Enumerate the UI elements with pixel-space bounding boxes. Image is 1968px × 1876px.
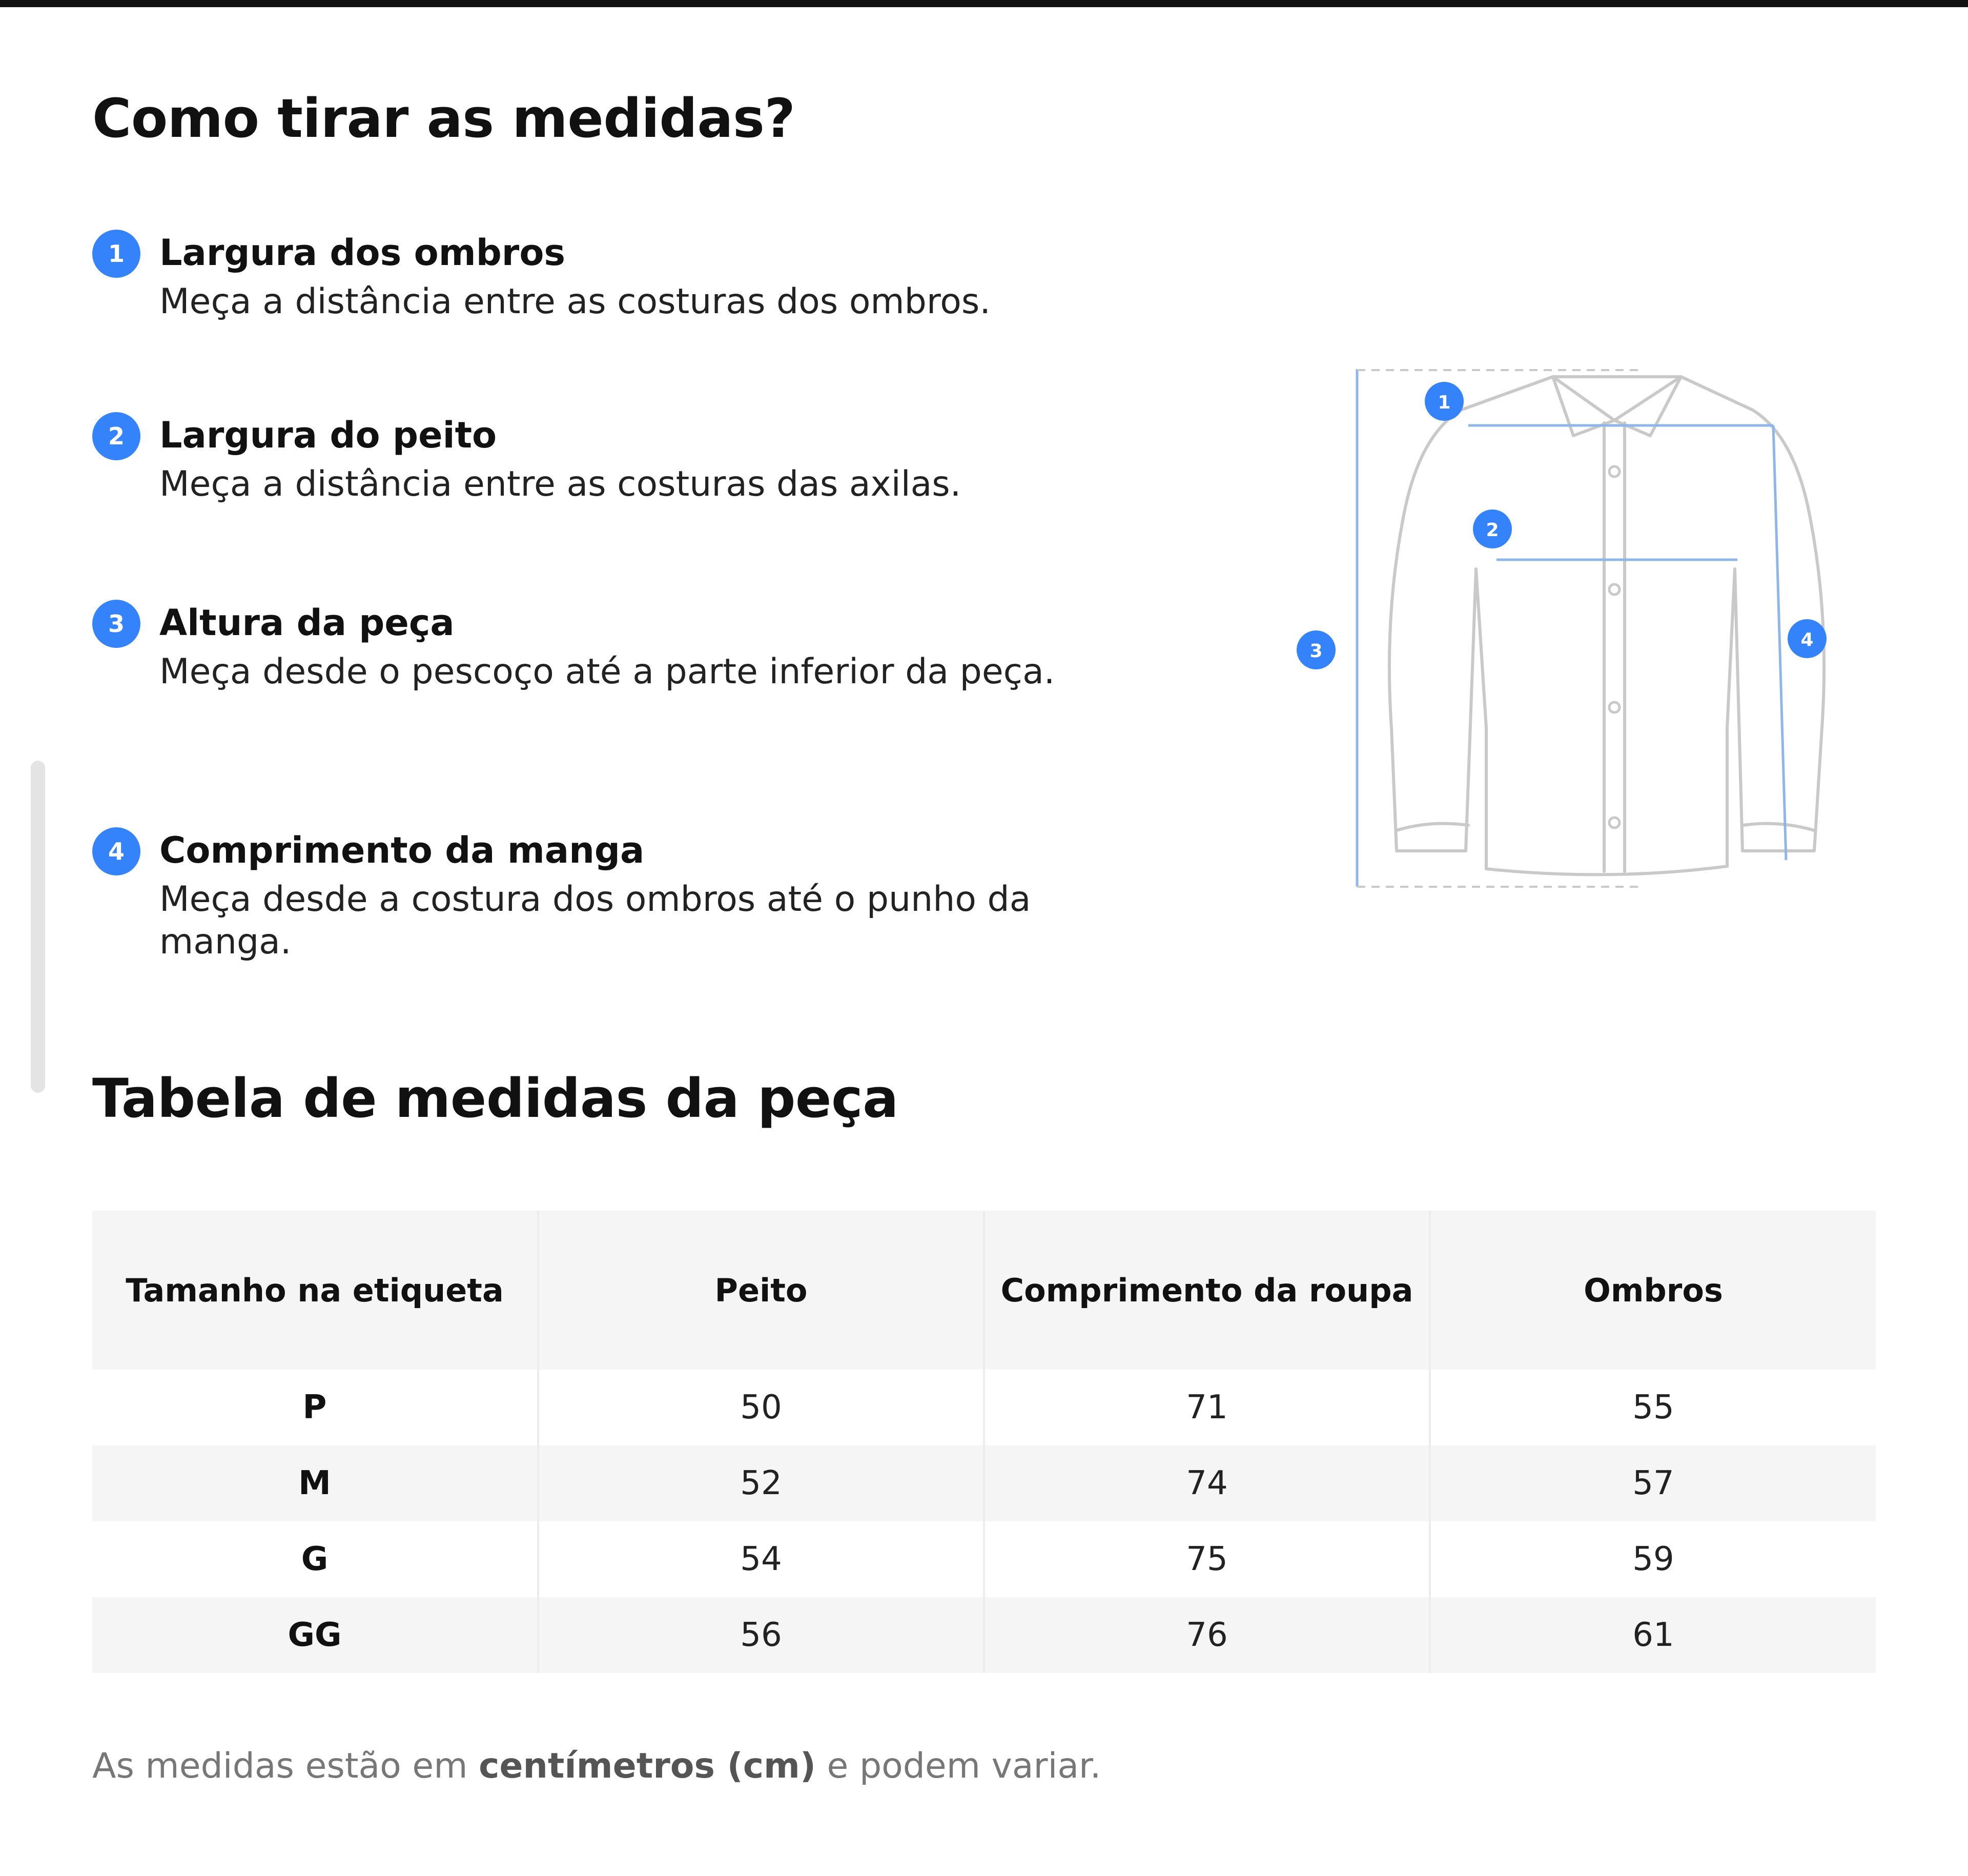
chest-cell: 54 [538, 1521, 984, 1597]
step-title: Largura do peito [159, 414, 497, 456]
length-cell: 75 [984, 1521, 1430, 1597]
marker-label: 4 [1800, 629, 1814, 650]
chest-cell: 52 [538, 1445, 984, 1521]
marker-label: 1 [1438, 392, 1451, 413]
table-row [92, 1370, 1876, 1445]
top-border [0, 0, 1968, 7]
step-number-badge: 4 [92, 827, 140, 875]
column-header-size-label: Tamanho na etiqueta [92, 1211, 538, 1370]
length-cell: 76 [984, 1597, 1430, 1673]
step-description: Meça a distância entre as costuras das axilas. [159, 464, 961, 504]
size-cell: P [92, 1370, 538, 1445]
step-number-badge: 1 [92, 230, 140, 278]
marker-1 [1425, 382, 1464, 421]
how-to-measure-title: Como tirar as medidas? [92, 87, 795, 150]
step-description: Meça a distância entre as costuras dos ombros. [159, 281, 991, 322]
footnote-suffix: e podem variar. [815, 1746, 1101, 1786]
size-table-title: Tabela de medidas da peça [92, 1067, 898, 1130]
step-title: Comprimento da manga [159, 829, 645, 871]
step-number-badge: 2 [92, 412, 140, 460]
units-footnote [92, 1746, 1101, 1786]
table-row [92, 1521, 1876, 1597]
footnote-units: centímetros (cm) [479, 1746, 816, 1786]
shirt-measurement-diagram-icon [1281, 359, 1871, 902]
step-description: Meça desde o pescoço até a parte inferior da peça. [159, 651, 1055, 692]
shoulders-cell: 59 [1632, 1540, 1674, 1578]
scrollbar-thumb[interactable] [31, 761, 45, 1093]
column-header-shoulders: Ombros [1584, 1271, 1723, 1309]
table-header-row [92, 1211, 1876, 1370]
footnote-prefix: As medidas estão em [92, 1746, 479, 1786]
step-description: Meça desde a costura dos ombros até o punho da manga. [159, 879, 1031, 962]
chest-cell: 50 [538, 1370, 984, 1445]
table-row [92, 1597, 1876, 1673]
shoulders-cell: 55 [1632, 1389, 1674, 1426]
shoulders-cell: 57 [1632, 1464, 1674, 1502]
length-cell: 71 [984, 1370, 1430, 1445]
size-cell: G [92, 1521, 538, 1597]
length-cell: 74 [984, 1445, 1430, 1521]
size-table [92, 1211, 1876, 1673]
table-row [92, 1445, 1876, 1521]
size-cell: GG [92, 1597, 538, 1673]
step-number-badge: 3 [92, 600, 140, 648]
step-title: Largura dos ombros [159, 232, 566, 274]
marker-4 [1788, 619, 1827, 658]
marker-3 [1297, 630, 1336, 669]
shoulders-cell: 61 [1632, 1616, 1674, 1654]
column-header-chest: Peito [538, 1211, 984, 1370]
step-title: Altura da peça [159, 602, 455, 644]
marker-2 [1473, 509, 1512, 548]
chest-cell: 56 [538, 1597, 984, 1673]
column-header-length: Comprimento da roupa [984, 1211, 1430, 1370]
marker-label: 3 [1309, 641, 1323, 662]
size-cell: M [92, 1445, 538, 1521]
marker-label: 2 [1486, 520, 1499, 541]
